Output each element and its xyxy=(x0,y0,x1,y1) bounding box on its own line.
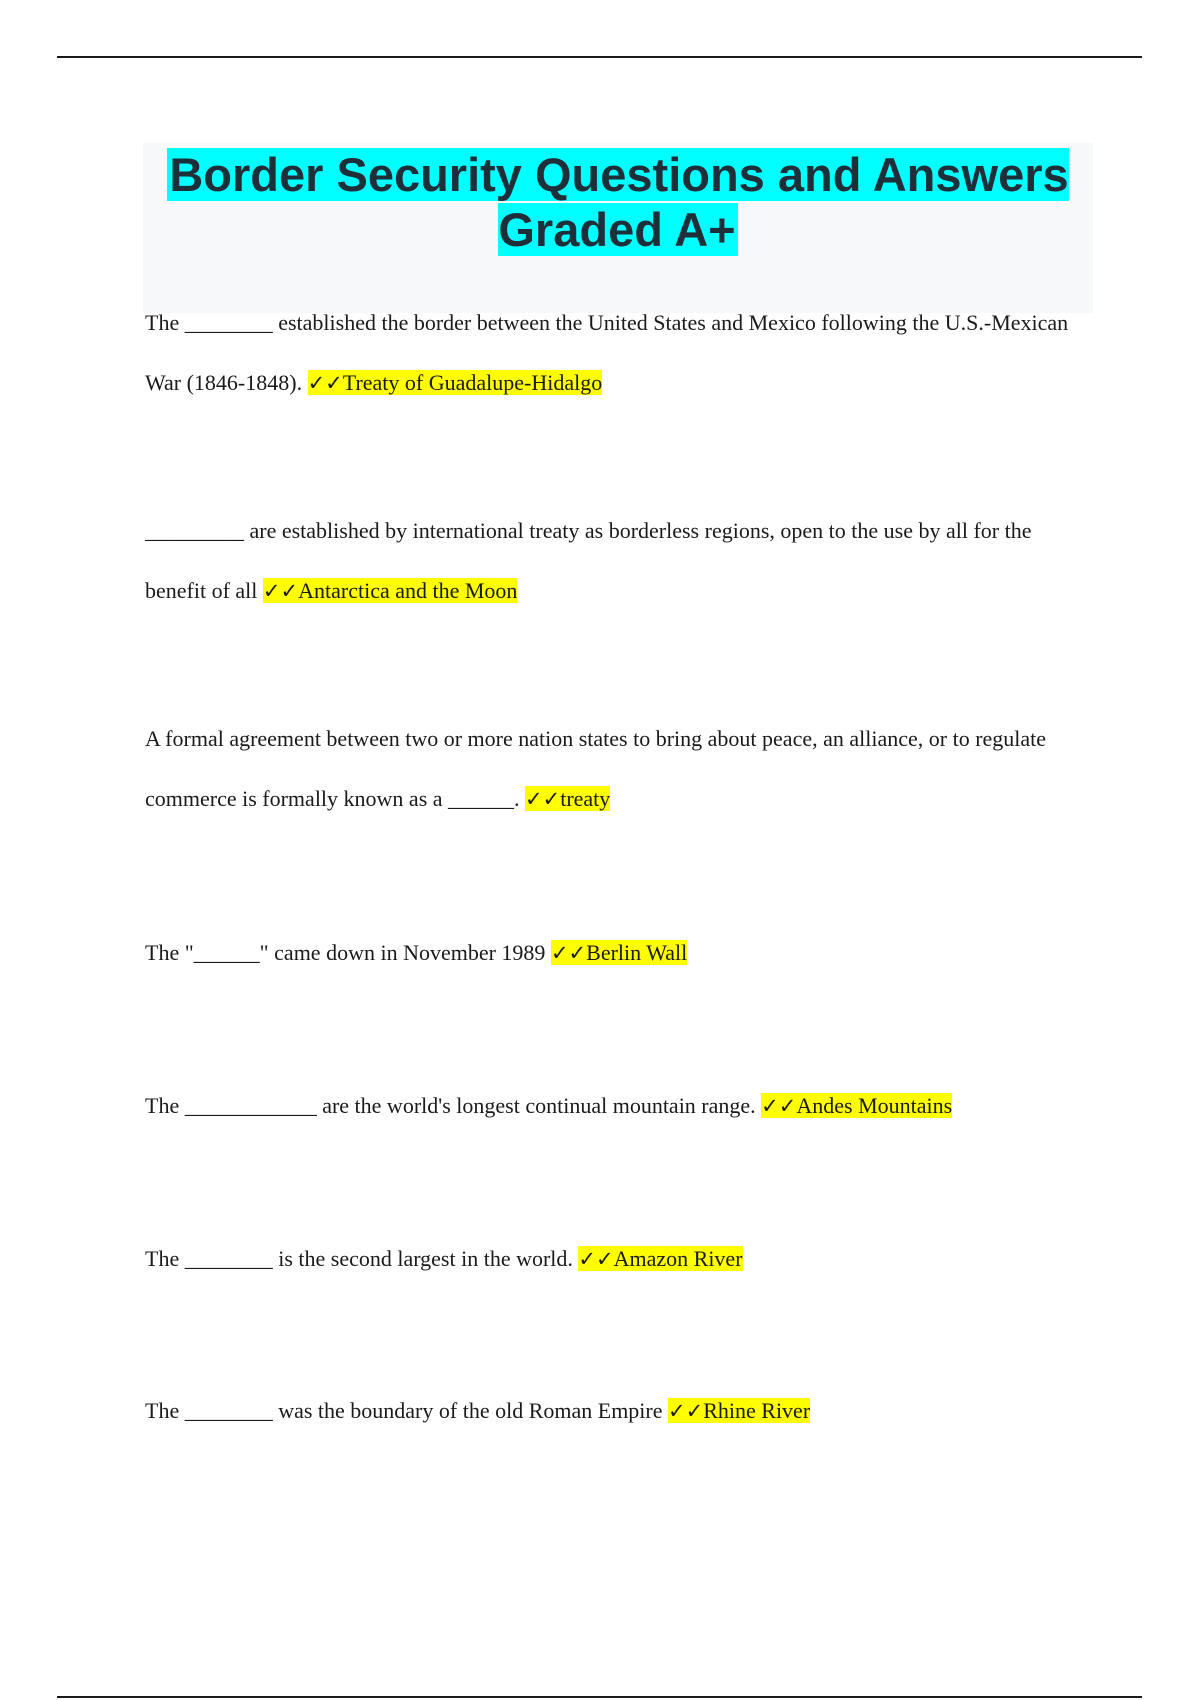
qa-item-1 xyxy=(145,293,1095,413)
qa-item-4 xyxy=(145,923,1095,983)
question-text: A formal agreement between two or more nation states to bring about peace, an alliance, or to regulate commerce is formally known as a ______. xyxy=(145,726,1047,811)
question-text: The ________ established the border between the United States and Mexico following the U.S.-Mexican War (1846-1848). xyxy=(145,310,1069,395)
question-text: The ____________ are the world's longest continual mountain range. xyxy=(145,1093,756,1118)
check-icon: ✓✓ xyxy=(550,941,587,965)
check-icon: ✓✓ xyxy=(307,371,343,395)
answer-highlight xyxy=(668,1398,810,1423)
answer-highlight xyxy=(761,1093,952,1118)
document-title xyxy=(143,143,1093,257)
title-block xyxy=(143,143,1093,313)
bottom-rule xyxy=(57,1696,1142,1698)
check-icon: ✓✓ xyxy=(761,1094,797,1118)
question-text: The "______" came down in November 1989 xyxy=(145,940,546,965)
answer-text: Rhine River xyxy=(703,1398,811,1423)
top-rule xyxy=(57,56,1142,58)
answer-text: Treaty of Guadalupe-Hidalgo xyxy=(342,370,603,395)
qa-item-3 xyxy=(145,709,1095,829)
answer-text: treaty xyxy=(560,786,611,811)
qa-item-5 xyxy=(145,1076,1095,1136)
check-icon: ✓✓ xyxy=(525,787,561,811)
answer-highlight xyxy=(551,940,687,965)
answer-highlight xyxy=(308,370,603,395)
answer-text: Berlin Wall xyxy=(586,940,688,965)
answer-highlight xyxy=(525,786,610,811)
qa-item-2 xyxy=(145,501,1095,621)
answer-text: Antarctica and the Moon xyxy=(298,578,518,603)
check-icon: ✓✓ xyxy=(262,579,299,603)
answer-highlight xyxy=(263,578,518,603)
question-text: _________ are established by international treaty as borderless regions, open to the use by all for the benefit of all xyxy=(145,518,1032,603)
qa-item-7 xyxy=(145,1381,1095,1441)
answer-text: Amazon River xyxy=(613,1246,743,1271)
question-text: The ________ was the boundary of the old Roman Empire xyxy=(145,1398,663,1423)
answer-text: Andes Mountains xyxy=(796,1093,953,1118)
qa-item-6 xyxy=(145,1229,1095,1289)
answer-highlight xyxy=(578,1246,742,1271)
question-text: The ________ is the second largest in the world. xyxy=(145,1246,573,1271)
document-title-text: Border Security Questions and Answers Graded A+ xyxy=(169,148,1069,256)
check-icon: ✓✓ xyxy=(668,1399,704,1423)
check-icon: ✓✓ xyxy=(578,1247,614,1271)
